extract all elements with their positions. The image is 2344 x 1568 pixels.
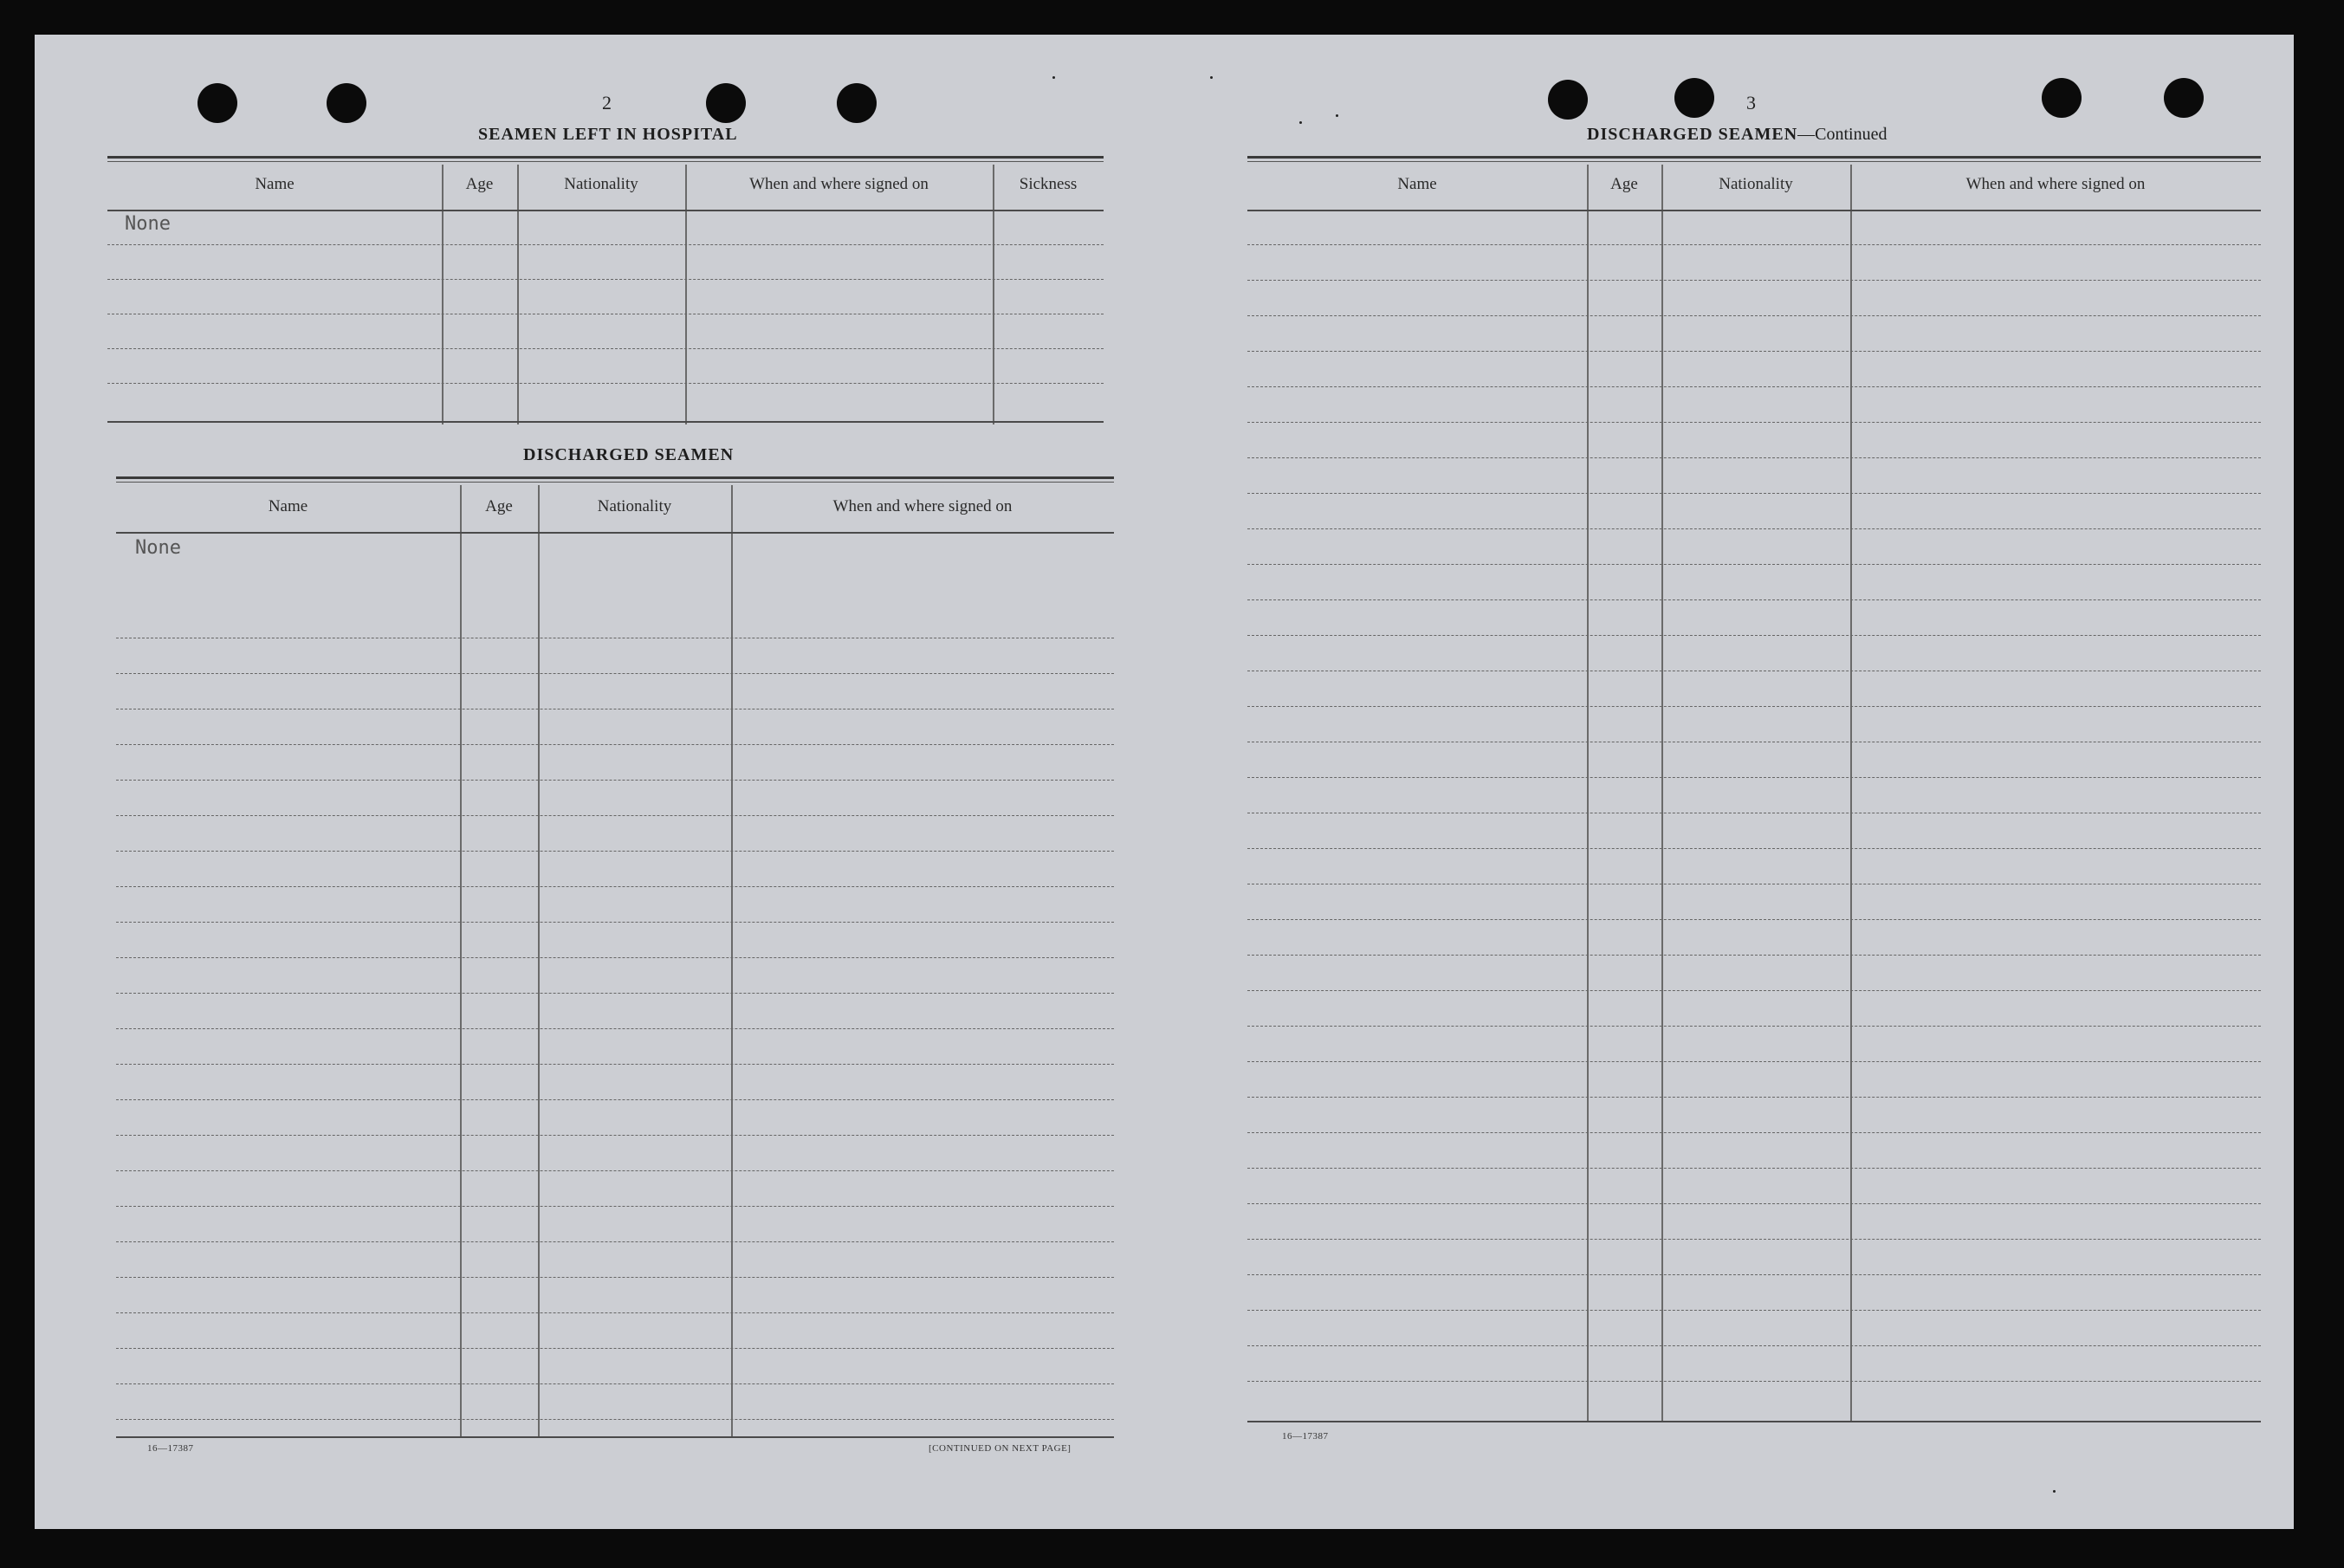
punch-hole — [327, 83, 366, 123]
column-header-nationality: Nationality — [564, 175, 638, 193]
table-row — [116, 815, 1114, 816]
hospital-entry: None — [125, 213, 171, 235]
column-header-age: Age — [485, 497, 513, 515]
table-row — [116, 1241, 1114, 1242]
discharged-table-left — [116, 476, 1114, 1473]
table-row — [116, 1206, 1114, 1207]
table-row — [1247, 351, 2261, 352]
column-header-nationality: Nationality — [1719, 175, 1793, 193]
column-header-signed-on: When and where signed on — [832, 497, 1013, 515]
table-row — [1247, 280, 2261, 281]
table-row — [1247, 1026, 2261, 1027]
punch-hole — [837, 83, 877, 123]
discharged-table-right — [1247, 156, 2261, 1455]
table-row — [116, 993, 1114, 994]
table-row — [1247, 635, 2261, 636]
speck — [1210, 76, 1213, 79]
table-row — [1247, 1381, 2261, 1382]
table-row — [1247, 457, 2261, 458]
discharged-section-title: DISCHARGED SEAMEN — [523, 445, 735, 464]
table-row — [1247, 777, 2261, 778]
table-row — [1247, 1239, 2261, 1240]
column-header-name: Name — [1397, 175, 1437, 193]
discharged-continued-title — [1587, 125, 1888, 145]
column-header-age: Age — [1610, 175, 1638, 193]
column-header-signed-on: When and where signed on — [749, 175, 929, 193]
hospital-table — [107, 156, 1104, 466]
table-row — [116, 744, 1114, 745]
speck — [1052, 76, 1055, 79]
punch-hole — [2042, 78, 2082, 118]
table-row — [116, 922, 1114, 923]
title-suffix: —Continued — [1797, 125, 1888, 144]
punch-hole — [1674, 78, 1714, 118]
table-row — [1247, 1132, 2261, 1133]
speck — [2053, 1490, 2056, 1493]
table-row — [116, 886, 1114, 887]
table-row — [1247, 1168, 2261, 1169]
table-row — [1247, 1274, 2261, 1275]
table-row — [1247, 1061, 2261, 1062]
table-row — [1247, 1097, 2261, 1098]
table-row — [1247, 1203, 2261, 1204]
column-header-age: Age — [465, 175, 494, 193]
column-header-name: Name — [255, 175, 295, 193]
table-row — [1247, 1310, 2261, 1311]
table-row — [1247, 706, 2261, 707]
table-row — [116, 780, 1114, 781]
column-header-nationality: Nationality — [597, 497, 672, 515]
table-row — [116, 1277, 1114, 1278]
table-row — [116, 1312, 1114, 1313]
table-row — [1247, 919, 2261, 920]
table-row — [116, 851, 1114, 852]
speck — [1299, 121, 1302, 124]
table-row — [116, 957, 1114, 958]
column-header-signed-on: When and where signed on — [1965, 175, 2146, 193]
table-row — [1247, 422, 2261, 423]
column-header-sickness: Sickness — [1019, 175, 1078, 193]
table-row — [116, 1348, 1114, 1349]
table-row — [116, 1064, 1114, 1065]
punch-hole — [706, 83, 746, 123]
table-row — [1247, 848, 2261, 849]
table-row — [1247, 1345, 2261, 1346]
discharged-entry: None — [135, 537, 181, 559]
table-row — [116, 1383, 1114, 1384]
table-row — [1247, 599, 2261, 600]
manifest-sheet — [35, 35, 2294, 1529]
speck — [1336, 114, 1338, 117]
form-number-left: 16—17387 — [147, 1443, 194, 1454]
title-text: DISCHARGED SEAMEN — [1587, 125, 1798, 144]
table-row — [1247, 244, 2261, 245]
table-row — [1247, 386, 2261, 387]
form-number-right: 16—17387 — [1282, 1431, 1329, 1442]
table-row — [1247, 493, 2261, 494]
table-row — [1247, 955, 2261, 956]
table-row — [116, 1419, 1114, 1420]
table-row — [116, 1170, 1114, 1171]
punch-hole — [1548, 80, 1588, 120]
table-row — [1247, 990, 2261, 991]
table-row — [1247, 315, 2261, 316]
table-row — [116, 1135, 1114, 1136]
table-row — [1247, 528, 2261, 529]
hospital-section-title: SEAMEN LEFT IN HOSPITAL — [478, 125, 738, 144]
table-row — [116, 673, 1114, 674]
punch-hole — [2164, 78, 2204, 118]
column-header-name: Name — [268, 497, 308, 515]
page-number-left: 2 — [602, 92, 612, 113]
table-row — [1247, 564, 2261, 565]
punch-hole — [197, 83, 237, 123]
table-row — [116, 1028, 1114, 1029]
page-number-right: 3 — [1746, 92, 1756, 113]
table-row — [116, 1099, 1114, 1100]
continued-note: [CONTINUED ON NEXT PAGE] — [929, 1443, 1072, 1454]
